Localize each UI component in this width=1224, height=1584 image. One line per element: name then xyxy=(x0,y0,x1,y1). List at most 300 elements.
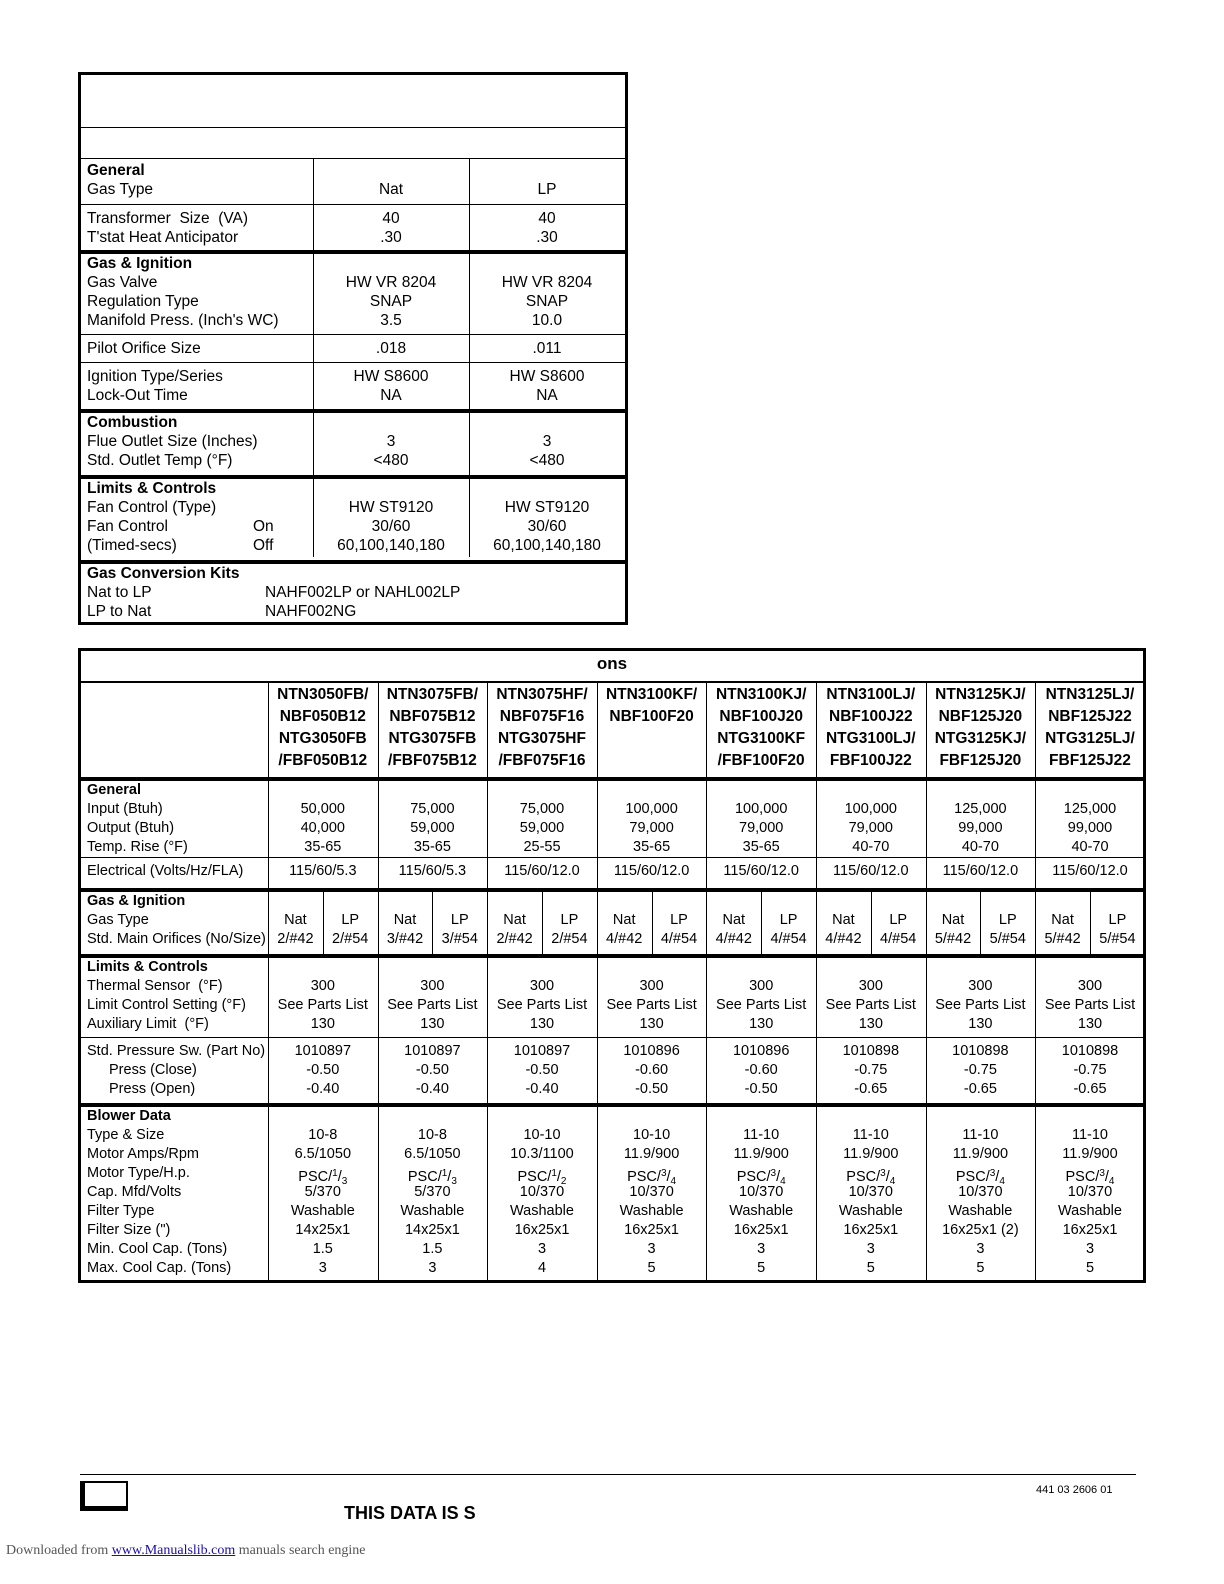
cell-value: 5/#42 xyxy=(934,931,972,947)
cell-value: 1010897 xyxy=(404,1043,461,1059)
cell-value: 6.5/1050 xyxy=(294,1146,352,1162)
cell-value: See Parts List xyxy=(1044,997,1136,1013)
section-heading: Gas & Ignition xyxy=(87,255,193,272)
model-number: FBF125J20 xyxy=(939,752,1022,769)
blower-section xyxy=(81,1103,1143,1283)
cell-value: HW S8600 xyxy=(353,368,429,385)
cell-value: 59,000 xyxy=(519,820,565,836)
model-number: NTG3100KF xyxy=(717,730,806,747)
gas-type-lp: LP xyxy=(889,912,908,928)
cell-value: 4/#54 xyxy=(770,931,807,947)
cell-value: 4/#54 xyxy=(880,931,917,947)
row-label: Fan Control xyxy=(87,518,168,535)
model-number: NTN3125LJ/ xyxy=(1045,686,1135,703)
column-divider xyxy=(871,891,872,954)
column-divider xyxy=(542,891,543,954)
cell-value: 130 xyxy=(858,1016,883,1032)
cell-value: 11-10 xyxy=(743,1127,780,1143)
gas-type-nat: Nat xyxy=(393,912,417,928)
cell-value: See Parts List xyxy=(935,997,1026,1013)
cell-value: 16x25x1 (2) xyxy=(942,1222,1019,1238)
cell-value: -0.65 xyxy=(963,1081,997,1097)
cell-value: 115/60/12.0 xyxy=(833,863,909,879)
gas-type-nat: Nat xyxy=(1051,912,1074,928)
column-divider xyxy=(926,681,927,1280)
row-label: Cap. Mfd/Volts xyxy=(87,1184,182,1200)
cell-value: -0.65 xyxy=(1073,1081,1107,1097)
cell-value: 10/370 xyxy=(629,1184,674,1200)
model-number: NTG3125LJ/ xyxy=(1045,730,1135,747)
general-section xyxy=(81,777,1143,857)
cell-value: 10.0 xyxy=(531,312,563,329)
cell-value: 35-65 xyxy=(304,839,342,855)
gas-type-nat: Nat xyxy=(612,912,636,928)
col-header-lp: LP xyxy=(537,181,557,198)
fraction-slash: / xyxy=(1104,1169,1109,1185)
cell-value: 130 xyxy=(1077,1016,1103,1032)
row-label: Filter Type xyxy=(87,1203,155,1219)
section-heading: Combustion xyxy=(87,414,178,431)
fraction-slash: / xyxy=(337,1169,342,1185)
cell-value: 3 xyxy=(542,433,552,450)
hp-numerator: 1 xyxy=(332,1168,338,1179)
pressure-switch-row xyxy=(81,1037,1143,1103)
motor-type-prefix: PSC/ xyxy=(407,1169,442,1185)
row-label: Max. Cool Cap. (Tons) xyxy=(87,1260,232,1276)
cell-value: 11-10 xyxy=(962,1127,999,1143)
cell-value: HW VR 8204 xyxy=(345,274,437,291)
cell-value: 4/#42 xyxy=(715,931,752,947)
cell-value: 300 xyxy=(858,978,883,994)
cell-value: Washable xyxy=(400,1203,465,1219)
row-label: Lock-Out Time xyxy=(87,387,188,404)
cell-value: 6.5/1050 xyxy=(404,1146,461,1162)
gas-type-nat: Nat xyxy=(832,912,855,928)
cell-value: HW ST9120 xyxy=(348,499,434,516)
model-number: NBF125J22 xyxy=(1048,708,1132,725)
gas-type-lp: LP xyxy=(341,912,360,928)
column-divider xyxy=(652,891,653,954)
model-number: NBF125J20 xyxy=(938,708,1023,725)
column-divider xyxy=(487,681,488,1280)
column-divider xyxy=(761,891,762,954)
model-number: NBF050B12 xyxy=(279,708,366,725)
cell-value: 14x25x1 xyxy=(295,1222,351,1238)
model-number: FBF125J22 xyxy=(1049,752,1131,769)
row-label: Ignition Type/Series xyxy=(87,368,223,385)
fraction-slash: / xyxy=(447,1169,452,1185)
model-number: FBF100J22 xyxy=(829,752,912,769)
model-number: NTG3050FB xyxy=(278,730,367,747)
cell-value: 75,000 xyxy=(410,801,455,817)
cell-value: 5/370 xyxy=(414,1184,451,1200)
cell-value: 5 xyxy=(976,1260,985,1276)
cell-value: 115/60/5.3 xyxy=(398,863,467,879)
limits-section xyxy=(81,475,625,560)
cell-value: 79,000 xyxy=(629,820,674,836)
row-label: Filter Size (") xyxy=(87,1222,171,1238)
cell-value: 3 xyxy=(1085,1241,1095,1257)
cell-value: 3 xyxy=(866,1241,875,1257)
cell-value: -0.40 xyxy=(415,1081,449,1097)
fraction-slash: / xyxy=(885,1169,890,1185)
cell-value: 30/60 xyxy=(371,518,411,535)
model-number: NBF075B12 xyxy=(389,708,476,725)
row-label: Gas Valve xyxy=(87,274,158,291)
table-subtitle-row xyxy=(81,127,625,159)
row-label: Gas Type xyxy=(87,912,149,928)
cell-value: -0.50 xyxy=(415,1062,449,1078)
cell-value: 99,000 xyxy=(958,820,1003,836)
hp-numerator: 3 xyxy=(770,1168,777,1179)
row-label: Motor Amps/Rpm xyxy=(87,1146,199,1162)
row-label: Gas Type xyxy=(87,181,154,198)
cell-value: 11.9/900 xyxy=(733,1146,789,1162)
column-divider xyxy=(323,891,324,954)
cell-value: 10.3/1100 xyxy=(510,1146,574,1162)
cell-value: -0.60 xyxy=(744,1062,778,1078)
cell-value: 1010897 xyxy=(513,1043,571,1059)
column-divider xyxy=(1035,681,1036,1280)
cell-value: 3 xyxy=(318,1260,327,1276)
cell-value: See Parts List xyxy=(277,997,368,1013)
cell-value: 4 xyxy=(537,1260,547,1276)
cell-value: 14x25x1 xyxy=(404,1222,460,1238)
document-number: 441 03 2606 01 xyxy=(1036,1484,1113,1496)
hp-denominator: 4 xyxy=(1108,1176,1115,1187)
col-header-nat: Nat xyxy=(378,181,404,198)
cell-value: HW ST9120 xyxy=(504,499,590,516)
column-divider xyxy=(469,158,470,557)
cell-value: 100,000 xyxy=(734,801,788,817)
column-divider xyxy=(597,681,598,1280)
cell-value: 300 xyxy=(639,978,664,994)
cell-value: 10/370 xyxy=(848,1184,893,1200)
column-divider xyxy=(980,891,981,954)
row-label: Input (Btuh) xyxy=(87,801,163,817)
cell-value: -0.60 xyxy=(635,1062,669,1078)
cell-value: 300 xyxy=(310,978,335,994)
cell-value: 125,000 xyxy=(1063,801,1117,817)
row-label: Press (Close) xyxy=(109,1062,197,1078)
row-label: Nat to LP xyxy=(87,584,152,601)
fraction-slash: / xyxy=(776,1169,781,1185)
fraction-slash: / xyxy=(995,1169,1000,1185)
row-label: Type & Size xyxy=(87,1127,165,1143)
section-heading: Gas Conversion Kits xyxy=(87,565,240,582)
cell-value: 130 xyxy=(749,1016,774,1032)
download-credit xyxy=(6,1543,366,1559)
model-number: NTN3100KJ/ xyxy=(715,686,807,703)
hp-numerator: 3 xyxy=(1099,1168,1105,1179)
footer-notice: THIS DATA IS S xyxy=(344,1503,476,1523)
cell-value: -0.40 xyxy=(525,1081,559,1097)
cell-value: 5 xyxy=(866,1260,875,1276)
hp-denominator: 3 xyxy=(451,1176,457,1187)
cell-value: 4/#54 xyxy=(660,931,698,947)
cell-value: 2/#42 xyxy=(496,931,533,947)
motor-type-prefix: PSC/ xyxy=(736,1169,771,1185)
section-heading: Blower Data xyxy=(87,1108,171,1124)
combustion-section xyxy=(81,409,625,475)
pilot-row xyxy=(81,334,625,362)
cell-value: 10-10 xyxy=(523,1127,561,1143)
cell-value: NA xyxy=(380,387,402,404)
hp-numerator: 3 xyxy=(989,1168,996,1179)
gas-type-nat: Nat xyxy=(284,912,307,928)
model-number: NTG3075FB xyxy=(388,730,477,747)
column-divider xyxy=(706,681,707,1280)
cell-value: SNAP xyxy=(525,293,569,310)
cell-value: 3 xyxy=(757,1241,766,1257)
model-number: NTG3125KJ/ xyxy=(934,730,1027,747)
transformer-row xyxy=(81,204,625,250)
motor-type-prefix: PSC/ xyxy=(955,1169,990,1185)
cell-value: See Parts List xyxy=(387,997,478,1013)
cell-value: 16x25x1 xyxy=(624,1222,679,1238)
cell-value: 25-55 xyxy=(523,839,561,855)
cell-value: HW S8600 xyxy=(509,368,585,385)
row-label: Electrical (Volts/Hz/FLA) xyxy=(87,863,244,879)
fraction-slash: / xyxy=(666,1169,671,1185)
model-number: NBF100J22 xyxy=(829,708,913,725)
cell-value: Washable xyxy=(948,1203,1013,1219)
cell-value: 1010896 xyxy=(732,1043,790,1059)
cell-value: 35-65 xyxy=(742,839,780,855)
model-number: NTG3075HF xyxy=(498,730,586,747)
cell-value: 79,000 xyxy=(848,820,893,836)
cell-value: 10-10 xyxy=(633,1127,671,1143)
row-label: Std. Outlet Temp (°F) xyxy=(87,452,233,469)
model-number: NTN3075FB/ xyxy=(386,686,479,703)
cell-value: 300 xyxy=(529,978,555,994)
electrical-row xyxy=(81,857,1143,888)
cell-value: 35-65 xyxy=(633,839,671,855)
cell-value: 300 xyxy=(420,978,445,994)
cell-value: -0.40 xyxy=(306,1081,340,1097)
cell-value: 10/370 xyxy=(958,1184,1003,1200)
logo-mark xyxy=(80,1481,128,1511)
model-number: NTN3075HF/ xyxy=(496,686,588,703)
cell-value: 60,100,140,180 xyxy=(337,537,445,554)
cell-value: .011 xyxy=(532,340,562,357)
cell-value: 130 xyxy=(420,1016,445,1032)
row-label: Press (Open) xyxy=(109,1081,196,1097)
row-label: Output (Btuh) xyxy=(87,820,175,836)
cell-value: 16x25x1 xyxy=(843,1222,899,1238)
row-label: Flue Outlet Size (Inches) xyxy=(87,433,258,450)
cell-value: See Parts List xyxy=(496,997,588,1013)
cell-value: 100,000 xyxy=(625,801,678,817)
section-heading: Limits & Controls xyxy=(87,480,217,497)
row-label: Transformer Size (VA) xyxy=(87,210,249,227)
hp-numerator: 1 xyxy=(551,1168,557,1179)
table-title: ons xyxy=(81,651,1143,683)
cell-value: 11.9/900 xyxy=(952,1146,1009,1162)
cell-value: Washable xyxy=(510,1203,574,1219)
cell-value: 130 xyxy=(639,1016,664,1032)
cell-value: See Parts List xyxy=(606,997,697,1013)
row-label: Pilot Orifice Size xyxy=(87,340,201,357)
cell-value: <480 xyxy=(373,452,409,469)
hp-numerator: 1 xyxy=(441,1168,448,1179)
cell-value: -0.50 xyxy=(744,1081,778,1097)
gas-type-lp: LP xyxy=(560,912,579,928)
cell-value: 300 xyxy=(1077,978,1103,994)
column-divider xyxy=(816,681,817,1280)
row-label: Thermal Sensor (°F) xyxy=(87,978,223,994)
cell-value: 2/#42 xyxy=(277,931,314,947)
section-heading: General xyxy=(87,782,141,798)
cell-value: 115/60/12.0 xyxy=(1052,863,1128,879)
motor-type-prefix: PSC/ xyxy=(846,1169,881,1185)
cell-value: 10-8 xyxy=(308,1127,338,1143)
table-title-row xyxy=(81,75,625,128)
cell-value: 1010898 xyxy=(1061,1043,1119,1059)
cell-value: -0.50 xyxy=(306,1062,340,1078)
cell-value: 1010896 xyxy=(623,1043,680,1059)
cell-value: -0.75 xyxy=(1073,1062,1107,1078)
row-label: Limit Control Setting (°F) xyxy=(87,997,246,1013)
ignition-row xyxy=(81,362,625,409)
download-prefix: Downloaded from xyxy=(6,1543,112,1558)
cell-value: 115/60/12.0 xyxy=(504,863,580,879)
cell-value: 130 xyxy=(529,1016,555,1032)
cell-value: 4/#42 xyxy=(825,931,862,947)
row-label: T'stat Heat Anticipator xyxy=(87,229,239,246)
cell-value: 5 xyxy=(647,1260,656,1276)
cell-value: 11.9/900 xyxy=(1062,1146,1118,1162)
cell-value: -0.50 xyxy=(525,1062,559,1078)
cell-value: 115/60/5.3 xyxy=(289,863,357,879)
limits-section xyxy=(81,954,1143,1037)
cell-value: 3 xyxy=(386,433,396,450)
cell-value: 115/60/12.0 xyxy=(613,863,690,879)
gas-type-nat: Nat xyxy=(941,912,965,928)
cell-value: 5/370 xyxy=(304,1184,341,1200)
column-divider xyxy=(313,158,314,557)
cell-value: 1010898 xyxy=(842,1043,900,1059)
row-label: (Timed-secs) xyxy=(87,537,177,554)
model-number: NTN3050FB/ xyxy=(277,686,369,703)
cell-value: 1.5 xyxy=(422,1241,443,1257)
model-number: /FBF100F20 xyxy=(717,752,805,769)
row-label: Fan Control (Type) xyxy=(87,499,217,516)
hp-denominator: 4 xyxy=(780,1176,786,1187)
cell-value: -0.75 xyxy=(963,1062,997,1078)
cell-value: 115/60/12.0 xyxy=(723,863,799,879)
model-header-row xyxy=(81,681,1143,777)
cell-value: 3 xyxy=(647,1241,656,1257)
cell-value: 125,000 xyxy=(954,801,1007,817)
model-number: /FBF075F16 xyxy=(498,752,586,769)
row-label: LP to Nat xyxy=(87,603,152,620)
cell-value: Washable xyxy=(729,1203,794,1219)
cell-value: 40,000 xyxy=(300,820,345,836)
cell-value: 11.9/900 xyxy=(623,1146,680,1162)
cell-value: 2/#54 xyxy=(332,931,369,947)
hp-numerator: 3 xyxy=(880,1168,886,1179)
cell-value: 16x25x1 xyxy=(1062,1222,1118,1238)
gas-type-lp: LP xyxy=(670,912,688,928)
model-number: NBF100F20 xyxy=(609,708,694,725)
cell-value: 16x25x1 xyxy=(514,1222,570,1238)
cell-value: 5/#54 xyxy=(989,931,1026,947)
row-label: Auxiliary Limit (°F) xyxy=(87,1016,209,1032)
cell-value: .018 xyxy=(375,340,407,357)
hp-numerator: 3 xyxy=(660,1168,667,1179)
row-label: Off xyxy=(253,537,274,554)
model-number: NTG3100LJ/ xyxy=(825,730,916,747)
cell-value: 3 xyxy=(428,1260,437,1276)
motor-type-prefix: PSC/ xyxy=(1065,1169,1100,1185)
cell-value: 79,000 xyxy=(739,820,784,836)
cell-value: 5/#42 xyxy=(1044,931,1081,947)
motor-type-prefix: PSC/ xyxy=(298,1169,333,1185)
cell-value: See Parts List xyxy=(825,997,916,1013)
column-divider xyxy=(432,891,433,954)
hp-denominator: 4 xyxy=(889,1176,896,1187)
manualslib-link[interactable]: www.Manualslib.com xyxy=(111,1543,236,1558)
model-number: NTN3100KF/ xyxy=(605,686,698,703)
model-number: /FBF050B12 xyxy=(278,752,368,769)
download-suffix: manuals search engine xyxy=(235,1543,366,1558)
cell-value: 40-70 xyxy=(1071,839,1109,855)
cell-value: -0.65 xyxy=(854,1081,888,1097)
cell-value: 3 xyxy=(537,1241,547,1257)
model-specs-table xyxy=(78,648,1146,1283)
motor-type-prefix: PSC/ xyxy=(517,1169,552,1185)
cell-value: 1.5 xyxy=(312,1241,333,1257)
hp-denominator: 2 xyxy=(560,1176,567,1187)
gas-ignition-section xyxy=(81,888,1143,954)
cell-value: 40-70 xyxy=(852,839,890,855)
gas-specs-table xyxy=(78,72,628,625)
gas-type-nat: Nat xyxy=(722,912,746,928)
hp-denominator: 4 xyxy=(999,1176,1005,1187)
cell-value: 30/60 xyxy=(527,518,567,535)
cell-value: 11.9/900 xyxy=(843,1146,899,1162)
row-label: Regulation Type xyxy=(87,293,199,310)
gas-type-lp: LP xyxy=(779,912,798,928)
cell-value: 1010898 xyxy=(952,1043,1009,1059)
cell-value: 50,000 xyxy=(300,801,345,817)
cell-value: 3.5 xyxy=(380,312,402,329)
cell-value: 10/370 xyxy=(739,1184,784,1200)
cell-value: 10-8 xyxy=(417,1127,447,1143)
cell-value: NA xyxy=(536,387,558,404)
cell-value: 11-10 xyxy=(1071,1127,1108,1143)
gas-ignition-section xyxy=(81,250,625,334)
row-label: Manifold Press. (Inch's WC) xyxy=(87,312,279,329)
row-label: Motor Type/H.p. xyxy=(87,1165,190,1181)
cell-value: 10/370 xyxy=(519,1184,565,1200)
cell-value: 35-65 xyxy=(413,839,451,855)
hp-denominator: 3 xyxy=(341,1176,348,1187)
model-number: NTN3100LJ/ xyxy=(826,686,916,703)
gas-type-lp: LP xyxy=(450,912,469,928)
cell-value: 16x25x1 xyxy=(733,1222,789,1238)
cell-value: .30 xyxy=(536,229,558,246)
cell-value: 300 xyxy=(749,978,774,994)
cell-value: 5 xyxy=(1085,1260,1095,1276)
cell-value: 99,000 xyxy=(1067,820,1113,836)
row-label: Min. Cool Cap. (Tons) xyxy=(87,1241,228,1257)
cell-value: 75,000 xyxy=(519,801,565,817)
cell-value: 59,000 xyxy=(410,820,455,836)
cell-value: 5 xyxy=(757,1260,766,1276)
section-heading: General xyxy=(87,162,145,179)
